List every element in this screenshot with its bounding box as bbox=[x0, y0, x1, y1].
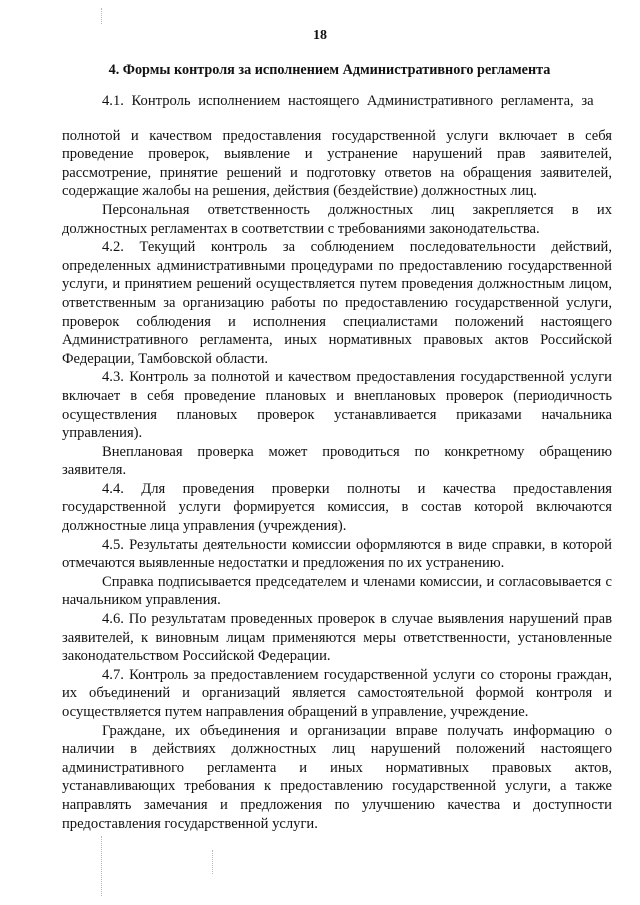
paragraph-citizens-rights: Граждане, их объединения и организации вправе получать информацию о наличии в действиях должностных лиц нарушений положений настоящего административного регламента и иных нормативных правовых актов, устанавливающих требования к предоставлению государственной услуги, а также направлять замечания и предложения по улучшению качества и доступности предоставления государственной услуги. bbox=[62, 722, 612, 832]
paragraph-4-7: 4.7. Контроль за предоставлением государственной услуги со стороны граждан, их объединений и организаций является самостоятельной формой контроля и осуществляется путем направления обращений в управление, учреждение. bbox=[62, 666, 612, 720]
paragraph-responsibility: Персональная ответственность должностных лиц закрепляется в их должностных регламентах в соответствии с требованиями законодательства. bbox=[62, 201, 612, 237]
scan-mark-top bbox=[101, 8, 102, 24]
section-heading: 4. Формы контроля за исполнением Административного регламента bbox=[108, 62, 551, 78]
paragraph-4-1-lead: 4.1. Контроль исполнением настоящего Административного регламента, за bbox=[102, 93, 594, 109]
scan-mark-bottom-left bbox=[101, 836, 102, 896]
paragraph-4-2: 4.2. Текущий контроль за соблюдением последовательности действий, определенных административными процедурами по предоставлению государственной услуги, и принятием решений осуществляется путем проведения должностным лицом, ответственным за организацию работы по предоставлению государственной услуги, проверок соблюдения и исполнения специалистами положений настоящего Административного регламента, иных нормативных правовых актов Российской Федерации, Тамбовской области. bbox=[62, 239, 612, 367]
scan-mark-bottom-mid bbox=[212, 850, 213, 874]
paragraph-4-1: полнотой и качеством предоставления государственной услуги включает в себя проведение проверок, выявление и устранение нарушений прав заявителей, рассмотрение, принятие решений и подготовку ответов на обращения заявителей, содержащие жалобы на решения, действия (бездействие) должностных лиц. bbox=[62, 127, 612, 200]
paragraph-4-4: 4.4. Для проведения проверки полноты и качества предоставления государственной услуги формируется комиссия, в состав которой включаются должностные лица управления (учреждения). bbox=[62, 480, 612, 535]
paragraph-unscheduled-check: Внеплановая проверка может проводиться по конкретному обращению заявителя. bbox=[62, 443, 612, 479]
paragraph-4-5: 4.5. Результаты деятельности комиссии оформляются в виде справки, в которой отмечаются выявленные недостатки и предложения по их устранению. bbox=[62, 536, 612, 572]
document-body bbox=[62, 92, 612, 833]
page-number: 18 bbox=[313, 28, 327, 43]
paragraph-4-6: 4.6. По результатам проведенных проверок в случае выявления нарушений прав заявителей, к виновным лицам применяются меры ответственности, установленные законодательством Российской Федерации. bbox=[62, 611, 612, 665]
paragraph-certificate: Справка подписывается председателем и членами комиссии, и согласовывается с начальником управления. bbox=[62, 573, 612, 609]
paragraph-4-3: 4.3. Контроль за полнотой и качеством предоставления государственной услуги включает в себя проведение плановых и внеплановых проверок (периодичность осуществления плановых проверок устанавливается приказами начальника управления). bbox=[62, 369, 612, 442]
